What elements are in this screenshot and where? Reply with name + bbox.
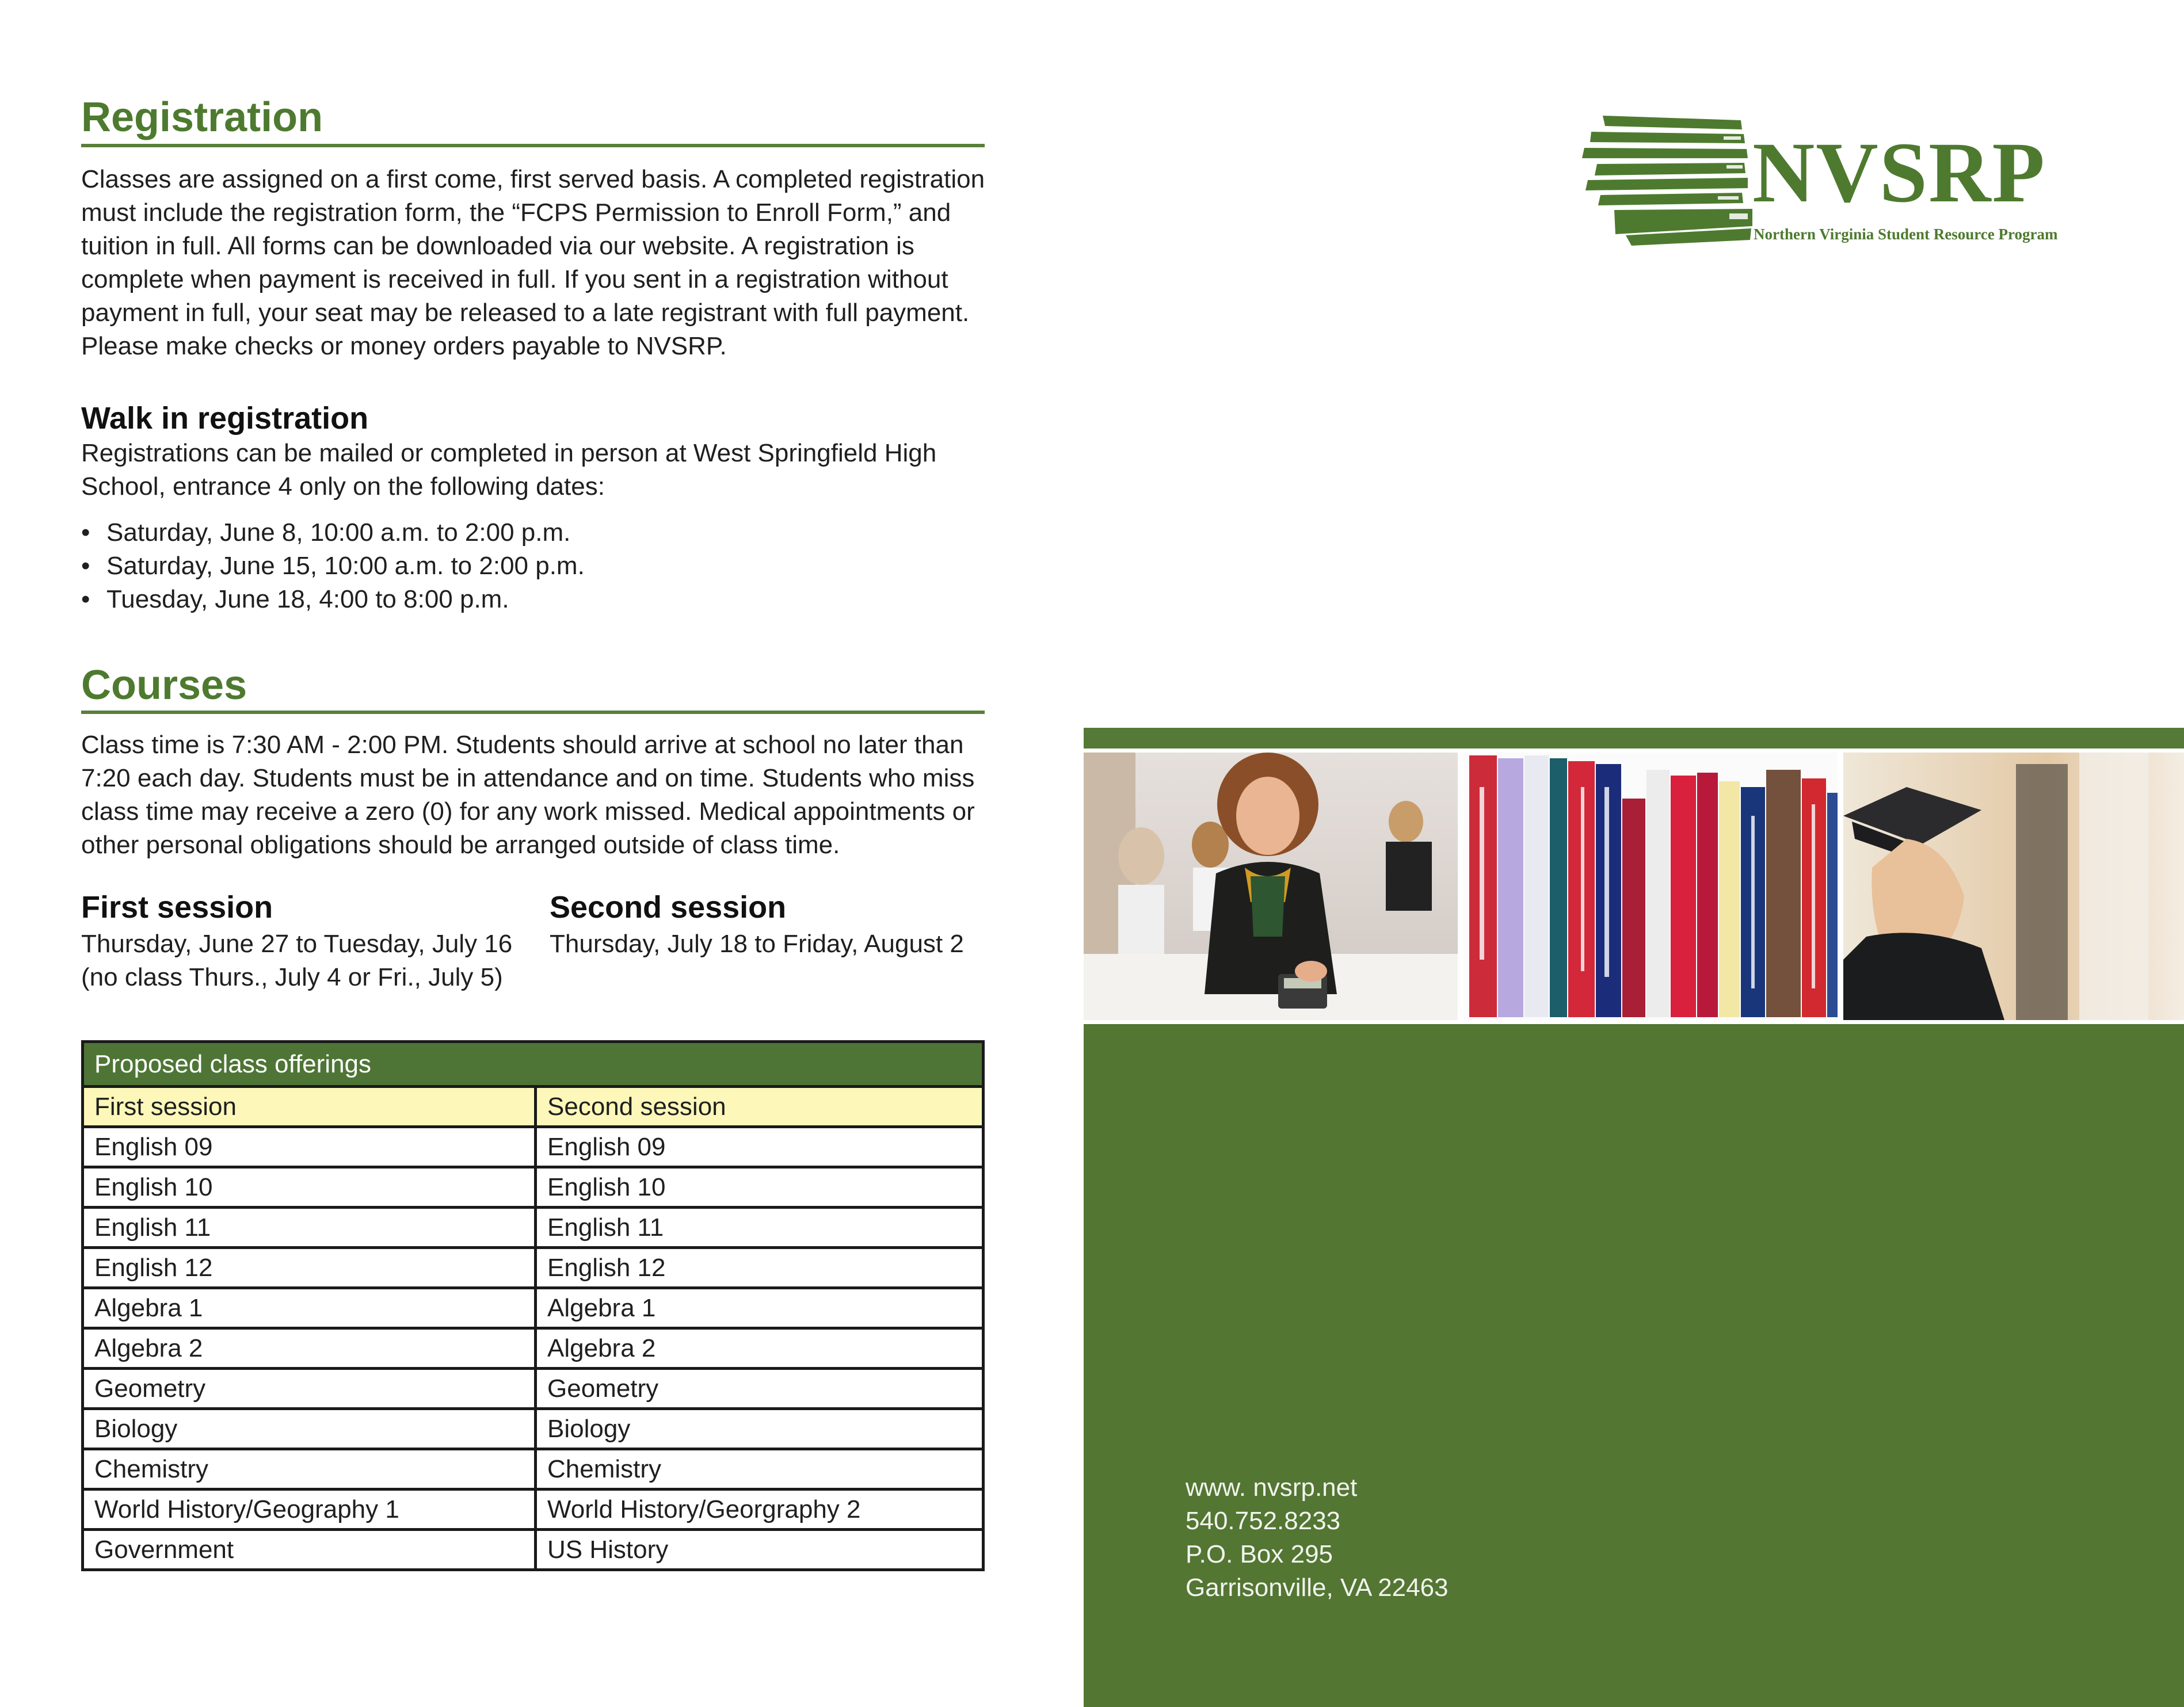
- table-caption-row: [83, 1042, 984, 1087]
- courses-heading: Courses: [81, 662, 247, 708]
- registration-body: Classes are assigned on a first come, first served basis. A completed registration must include the registration form, the “FCPS Permission to Enroll Form,” and tuition in full. All forms can be downloaded via our website. A registration is complete when payment is received in full. If you sent in a registration without payment in full, your seat may be released to a late registrant with full payment. Please make checks or money orders payable to NVSRP.: [81, 165, 985, 360]
- logo-subtitle: Northern Virginia Student Resource Program: [1754, 226, 2058, 243]
- table-row: [83, 1490, 984, 1530]
- po-box-text: P.O. Box 295: [1186, 1540, 1333, 1568]
- date-text: Saturday, June 15, 10:00 a.m. to 2:00 p.m.: [106, 552, 585, 580]
- second-session-dates: Thursday, July 18 to Friday, August 2: [550, 930, 964, 958]
- second-session-title: Second session: [550, 890, 787, 925]
- table-caption: Proposed class offerings: [83, 1042, 984, 1087]
- table-cell: English 11: [536, 1208, 984, 1248]
- table-cell: World History/Georgraphy 2: [536, 1490, 984, 1530]
- table-cell: Algebra 2: [83, 1328, 536, 1369]
- first-session-date-range: Thursday, June 27 to Tuesday, July 16: [81, 930, 513, 958]
- contact-info: [1186, 1471, 1449, 1605]
- nvsrp-logo: [1580, 112, 2057, 250]
- table-cell: Biology: [536, 1409, 984, 1449]
- table-cell: Biology: [83, 1409, 536, 1449]
- table-row: [83, 1208, 984, 1248]
- table-cell: English 12: [536, 1248, 984, 1288]
- table-cell: English 09: [83, 1127, 536, 1167]
- courses-rule: [81, 711, 985, 714]
- registration-rule: [81, 144, 985, 147]
- phone-text: 540.752.8233: [1186, 1507, 1341, 1535]
- date-text: Tuesday, June 18, 4:00 to 8:00 p.m.: [106, 585, 509, 613]
- table-cell: English 12: [83, 1248, 536, 1288]
- table-header-row: [83, 1087, 984, 1127]
- table-row: [83, 1369, 984, 1409]
- table-row: [83, 1530, 984, 1570]
- second-session-block: [550, 892, 998, 961]
- table-row: [83, 1449, 984, 1490]
- column-header-first: First session: [83, 1087, 536, 1127]
- list-item: [81, 516, 585, 549]
- table-cell: English 09: [536, 1127, 984, 1167]
- student-with-calculator-photo: [1084, 753, 1458, 1020]
- table-cell: English 10: [83, 1167, 536, 1208]
- logo-name: NVSRP: [1752, 125, 2046, 220]
- walk-in-dates-list: [81, 516, 585, 616]
- walk-in-body: Registrations can be mailed or completed in person at West Springfield High School, entrance 4 only on the following dates:: [81, 439, 937, 501]
- first-session-block: [81, 892, 542, 994]
- class-offerings-table: [81, 1040, 985, 1571]
- table-cell: English 11: [83, 1208, 536, 1248]
- registration-heading: Registration: [81, 94, 323, 140]
- book-stack-icon: [1580, 112, 1752, 250]
- bullet-icon: •: [81, 585, 90, 613]
- green-top-band: [1084, 728, 2184, 749]
- table-cell: Algebra 1: [83, 1288, 536, 1328]
- table-row: [83, 1127, 984, 1167]
- textbooks-shelf-photo: [1463, 753, 1838, 1020]
- table-cell: Geometry: [536, 1369, 984, 1409]
- table-row: [83, 1409, 984, 1449]
- walk-in-heading: Walk in registration: [81, 401, 369, 436]
- graduate-cap-photo: [1843, 753, 2184, 1020]
- first-session-title: First session: [81, 890, 273, 925]
- website-text: www. nvsrp.net: [1186, 1473, 1358, 1502]
- table-row: [83, 1248, 984, 1288]
- first-session-dates: [81, 927, 542, 994]
- city-text: Garrisonville, VA 22463: [1186, 1574, 1449, 1602]
- table-cell: World History/Geography 1: [83, 1490, 536, 1530]
- table-cell: US History: [536, 1530, 984, 1570]
- list-item: [81, 583, 585, 616]
- table-cell: Chemistry: [83, 1449, 536, 1490]
- date-text: Saturday, June 8, 10:00 a.m. to 2:00 p.m.: [106, 518, 571, 547]
- table-row: [83, 1288, 984, 1328]
- courses-body: Class time is 7:30 AM - 2:00 PM. Students should arrive at school no later than 7:20 each day. Students must be in attendance and on time. Students who miss class time may receive a zero (0) for any work missed. Medical appointments or other personal obligations should be arranged outside of class time.: [81, 731, 975, 859]
- table-row: [83, 1167, 984, 1208]
- bullet-icon: •: [81, 552, 90, 580]
- table-cell: Chemistry: [536, 1449, 984, 1490]
- first-session-note: (no class Thurs., July 4 or Fri., July 5): [81, 963, 503, 991]
- table-cell: Government: [83, 1530, 536, 1570]
- table-cell: Algebra 2: [536, 1328, 984, 1369]
- table-cell: Algebra 1: [536, 1288, 984, 1328]
- list-item: [81, 549, 585, 583]
- photo-strip: [1084, 753, 2184, 1020]
- table-cell: Geometry: [83, 1369, 536, 1409]
- table-cell: English 10: [536, 1167, 984, 1208]
- table-row: [83, 1328, 984, 1369]
- bullet-icon: •: [81, 518, 90, 547]
- column-header-second: Second session: [536, 1087, 984, 1127]
